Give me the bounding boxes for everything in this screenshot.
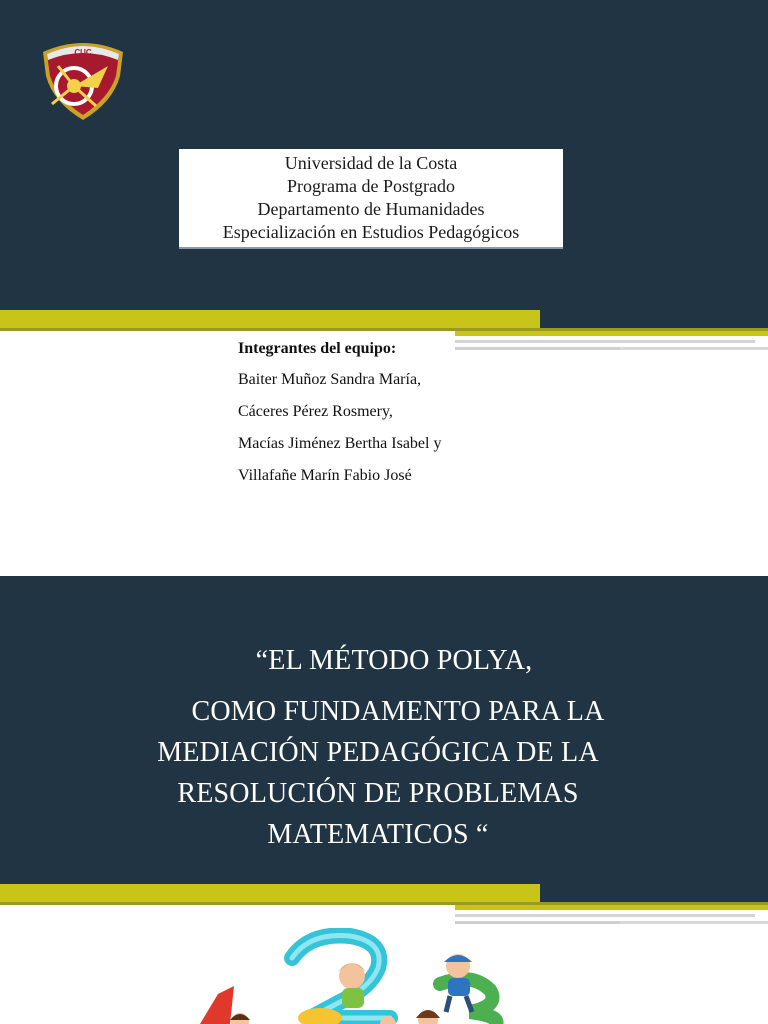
team-member: Villafañe Marín Fabio José: [238, 467, 412, 484]
title-line: “EL MÉTODO POLYA,: [255, 645, 533, 676]
logo-text: CUC: [74, 48, 92, 57]
title-line: RESOLUCIÓN DE PROBLEMAS: [177, 778, 579, 809]
institution-line: Departamento de Humanidades: [257, 199, 485, 219]
title-line: MATEMATICOS “: [267, 819, 489, 850]
institution-line: Universidad de la Costa: [284, 153, 458, 173]
team-member: Baiter Muñoz Sandra María,: [238, 371, 422, 388]
team-member: Cáceres Pérez Rosmery,: [238, 403, 393, 420]
institution-line: Programa de Postgrado: [287, 176, 455, 196]
institution-line: Especialización en Estudios Pedagógicos: [222, 222, 520, 242]
decorative-stripe: [0, 884, 768, 924]
title-line: MEDIACIÓN PEDAGÓGICA DE LA: [157, 737, 599, 768]
team-list: [238, 340, 441, 499]
team-heading: Integrantes del equipo:: [238, 340, 397, 357]
children-numbers-illustration-icon: [200, 928, 540, 1024]
header-band: [0, 0, 768, 312]
institution-box: [179, 149, 563, 249]
presentation-title: [0, 640, 768, 855]
team-member: Macías Jiménez Bertha Isabel y: [238, 435, 442, 452]
title-line: COMO FUNDAMENTO PARA LA: [191, 696, 605, 727]
university-logo-icon: [38, 36, 128, 122]
